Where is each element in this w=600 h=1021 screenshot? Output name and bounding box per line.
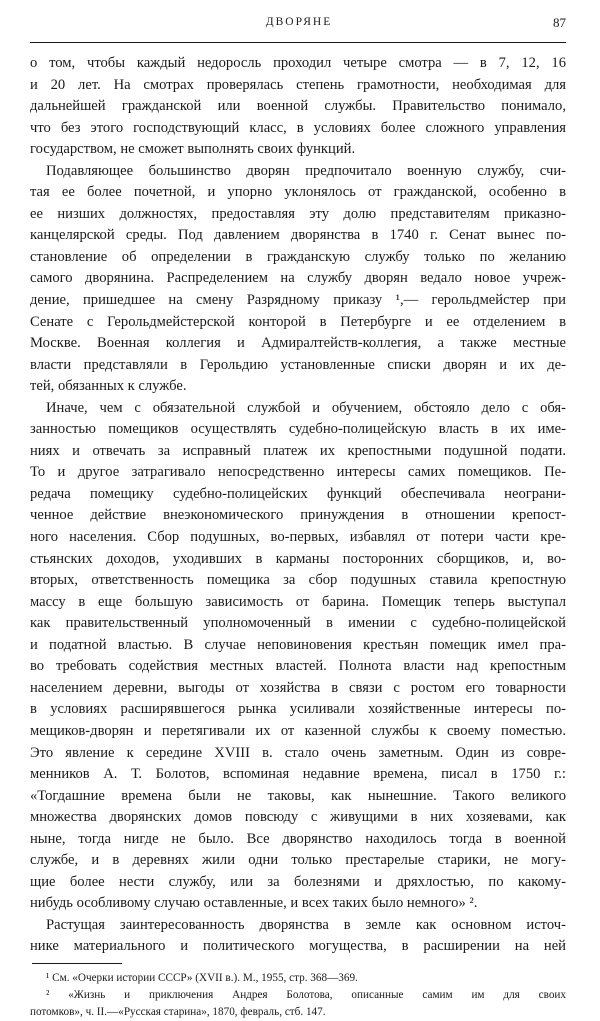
- text-line: щие более нести службу, или за болезнями и дряхлостью, по какому-: [30, 873, 566, 890]
- text-line: дение, пришедшее на смену Разрядному приказу ¹,— герольдмейстер при: [30, 292, 566, 309]
- text-line: населением деревни, выгоды от хозяйства в связи с ростом его товарности: [30, 679, 566, 696]
- text-line: дальнейшей гражданской или военной службы. Правительство понимало,: [30, 98, 566, 115]
- text-line: в условиях расширявшегося рынка усиливали хозяйственные интересы по-: [30, 701, 566, 718]
- text-line: ее низших должностях, предоставляя эту долю представителям приказно-: [30, 205, 566, 222]
- text-line: Москве. Военная коллегия и Адмиралтейств-коллегия, а также местные: [30, 335, 566, 352]
- text-line: редача помещику судебно-полицейских функций обеспечивала неограни-: [30, 485, 566, 502]
- footnotes: [30, 970, 566, 1021]
- text-line: во требовать содействия местных властей. Полнота власти над крепостным: [30, 658, 566, 675]
- page-number: 87: [553, 15, 566, 30]
- text-line: стьянских доходов, уходивших в карманы посторонних сборщиков, и, во-: [30, 550, 566, 567]
- footnote-line: потомков», ч. II.—«Русская старина», 1870, февраль, стб. 147.: [30, 1005, 326, 1018]
- text-line: тей, обязанных к службе.: [30, 378, 187, 395]
- text-line: как правительственный уполномоченный в имении с судебно-полицейской: [30, 615, 566, 632]
- text-line: службе, и в деревнях жили одни только престарелые старики, не могу-: [30, 852, 566, 869]
- text-line: мещиков-дворян и перетягивали их от казенной службы к своему поместью.: [30, 722, 566, 739]
- text-line: множества дворянских домов повсюду с живущими в них хозяевами, как: [30, 809, 566, 826]
- text-line: и податной властью. В случае неповиновения крестьян помещик имел пра-: [30, 636, 566, 653]
- text-line: ныне, тогда нигде не было. Все дворянство находилось тогда в военной: [30, 830, 566, 847]
- text-line: «Тогдашние времена были не таковы, как нынешние. Такого великого: [30, 787, 566, 804]
- text-line: ного населения. Сбор подушных, во-первых, избавлял от потери части кре-: [30, 529, 566, 546]
- text-line: что без этого господствующий класс, в условиях более сложного управления: [30, 119, 566, 136]
- text-line: ченное действие внеэкономического принуждения в отношении крепост-: [30, 507, 566, 524]
- text-line: о том, чтобы каждый недоросль проходил четыре смотра — в 7, 12, 16: [30, 55, 566, 71]
- text-line: массу в еще большую зависимость от барина. Помещик теперь выступал: [30, 593, 566, 610]
- footnote-line: ² «Жизнь и приключения Андрея Болотова, описанные самим им для своих: [46, 988, 566, 1001]
- text-line: То и другое затрагивало непосредственно интересы самих помещиков. Пе-: [30, 464, 566, 481]
- text-line: канцелярской среды. Под давлением дворянства в 1740 г. Сенат вынес по-: [30, 227, 566, 244]
- text-line: занностью помещиков осуществлять судебно-полицейскую власть в их име-: [30, 421, 566, 438]
- running-title: ДВОРЯНЕ: [265, 16, 333, 28]
- text-line: становление об определении в гражданскую службу только по желанию: [30, 248, 566, 265]
- text-line: и 20 лет. На смотрах проверялась степень грамотности, необходимая для: [30, 76, 566, 93]
- header-rule: [30, 42, 566, 43]
- page-header: [32, 10, 566, 32]
- body-text: [30, 53, 566, 958]
- text-line: нике материального и политического могущества, в расширении на ней: [30, 938, 566, 955]
- text-line: Иначе, чем с обязательной службой и обучением, обстояло дело с обя-: [46, 399, 566, 416]
- text-line: тая ее более почетной, и упорно уклонялось от гражданской, особенно в: [30, 184, 566, 201]
- text-line: государством, не сможет выполнять своих функций.: [30, 141, 356, 158]
- text-line: ниях и отвечать за исправный платеж их крепостными подушной подати.: [30, 442, 566, 459]
- text-line: самого дворянина. Распределением на службу дворян ведало новое учреж-: [30, 270, 566, 287]
- text-line: власти представляли в Герольдию установленные списки дворян и их де-: [30, 356, 566, 373]
- text-line: вторых, ответственность помещика за сбор подушных ставила крепостную: [30, 572, 566, 589]
- text-line: Растущая заинтересованность дворянства в земле как основном источ-: [46, 916, 566, 933]
- text-line: Подавляющее большинство дворян предпочитало военную службу, счи-: [46, 162, 566, 179]
- text-line: Это явление к середине XVIII в. стало очень заметным. Один из совре-: [30, 744, 566, 761]
- footnote-rule: [32, 963, 122, 964]
- text-line: Сенате с Герольдмейстерской конторой в Петербурге и ее отделением в: [30, 313, 566, 330]
- text-line: нибудь особливому случаю оставленные, и всех таких было немного» ².: [30, 895, 478, 912]
- text-line: менников А. Т. Болотов, вспоминая недавние времена, писал в 1750 г.:: [30, 766, 566, 783]
- footnote-line: ¹ См. «Очерки истории СССР» (XVII в.). М., 1955, стр. 368—369.: [46, 971, 358, 984]
